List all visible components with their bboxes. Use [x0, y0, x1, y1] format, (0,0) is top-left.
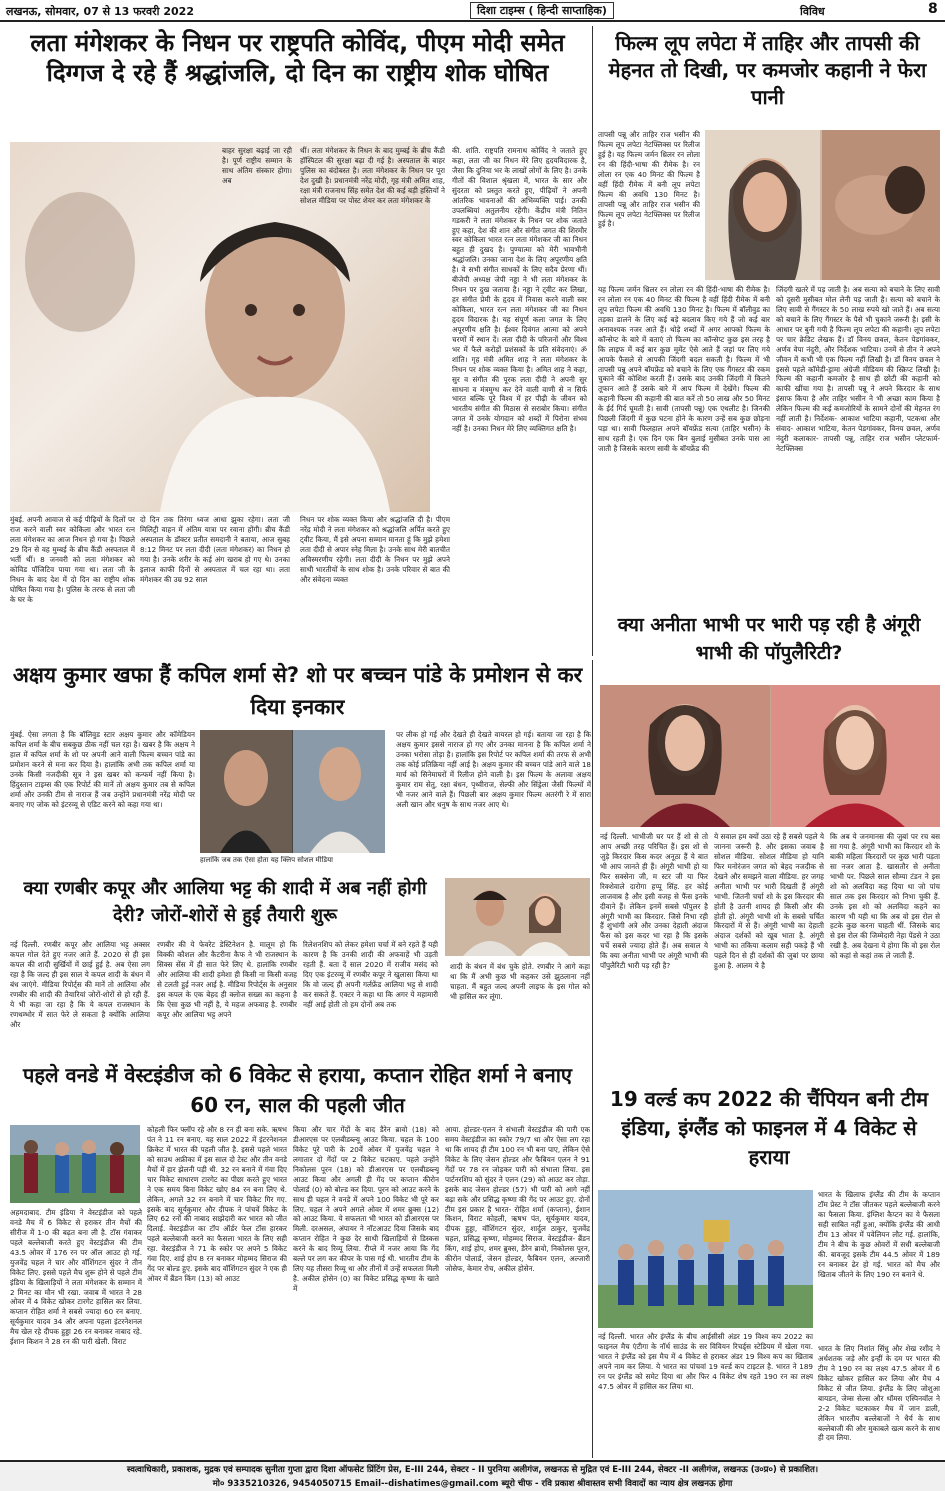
article-text: अहमदाबाद. टीम इंडिया ने वेस्टइंडीज को पहले वनडे मैच में 6 विकेट से हराकर तीन मैचों की सीरीज में 1-0 की बढ़त बना ली है. टॉस गंवाकर पहले बल्लेबाजी करते हुए वेस्टइंडीज की टीम 43.5 ओवर में 176 रन पर ऑल आउट हो गई. युजवेंद्र चहल ने चार और वॉशिंगटन सुंदर ने तीन विकेट लिए. इससे पहले मैच शुरू होने से पहले टीम इंडिया के खिलाड़ियों ने लता मंगेशकर के सम्मान में 2 मिनट का मौन भी रखा. जवाब में भारत ने 28 ओवर में 4 विकेट खोकर टारगेट हासिल कर लिया. कप्तान रोहित शर्मा ने सबसे ज्यादा 60 रन बनाए. सूर्यकुमार यादव 34 और अपना पहला इंटरनेशनल मैच खेल रहे दीपक हुड्डा 26 रन बनाकर नाबाद रहे. ईशान किशन ने 28 रन की पारी खेली. विराट	[10, 1208, 142, 1347]
article-headline: पहले वनडे में वेस्टइंडीज को 6 विकेट से हराया, कप्तान रोहित शर्मा ने बनाए 60 रन, साल की पहली जीत	[23, 1063, 572, 1117]
article-headline: लता मंगेशकर के निधन पर राष्ट्रपति कोविंद, पीएम मोदी समेत दिग्गज दे रहे हैं श्रद्धांजलि, दो दिन का राष्ट्रीय शोक घोषित	[30, 29, 565, 87]
page-number: 8	[928, 1, 938, 17]
footer-imprint: स्वत्वाधिकारी, प्रकाशक, मुद्रक एवं सम्पादक सुनीता गुप्ता द्वारा दिशा ऑफसेट प्रिंटिंग प्रेस, E-III 244, सेक्टर - II पुरनिया अलीगंज, लखनऊ से मुद्रित एवं E-III 244, सेक्टर -II अलीगंज, लखनऊ (उ०प्र०) से प्रकाशित।	[126, 1465, 819, 1475]
page-header	[0, 0, 945, 22]
article-headline: क्या अनीता भाभी पर भारी पड़ रही है अंगूरी भाभी की पॉपुलैरिटी?	[617, 614, 921, 664]
article-headline: 19 वर्ल्ड कप 2022 की चैंपियन बनी टीम इंडिया, इंग्लैंड को फाइनल में 4 विकेट से हराया	[609, 1087, 929, 1169]
column-divider	[592, 26, 593, 656]
column-divider	[592, 1080, 593, 1458]
actresses-photo	[600, 685, 940, 827]
article-text: भारत के लिए निशांत सिंधु और शेख रशीद ने अर्धशतक जड़े और इन्हीं के दम पर भारत की टीम ने 190 रन का लक्ष्य 47.5 ओवर में 6 विकेट खोकर हासिल कर लिया और मैच 4 विकेट से जीत लिया. इंग्लैंड के लिए जोशुआ बायडन, जेम्स सेल्स और थॉमस एस्पिनवॉल ने 2-2 विकेट चटकाकर मैच में जान डाली, लेकिन भारतीय बल्लेबाजों ने धैर्य के साथ बल्लेबाजी की और मुकाबले खत्म करने के साथ ही दम लिया.	[818, 1344, 940, 1443]
article-text: नई दिल्ली. भारत और इंग्लैंड के बीच आईसीसी अंडर 19 विश्व कप 2022 का फाइनल मैच एंटीगा के नॉर्थ साउंड के सर विवियन रिचर्ड्स स्टेडियम में खेला गया. भारत ने इंग्लैंड को इस मैच में 4 विकेट से हराकर अंडर 19 विश्व कप का खिताब अपने नाम कर लिया. ये भारत का पांचवां 19 वर्ल्ड कप टाइटल है. भारत ने 189 रन पर इंग्लैंड को समेट दिया था और फिर 4 विकेट शेष रहते 190 रन का लक्ष्य 47.5 ओवर में हासिल कर लिया था.	[598, 1332, 813, 1391]
article-text: तापसी पन्नू और ताहिर राज भसीन की फिल्म लूप लपेटा नेटफ्लिक्स पर रिलीज हुई है। यह फिल्म जर्मन थ्रिलर रन लोला रन की हिंदी-भाषा की रीमेक है। रन लोला रन एक 40 मिनट की फिल्म है वहीं हिंदी रीमेक में बनी लूप लपेटा फिल्म की अवधि 130 मिनट है। तापसी पन्नू और ताहिर राज भसीन की फिल्म लूप लपेटा नेटफ्लिक्स पर रिलीज हुई है।	[598, 130, 700, 229]
article-text: रिलेशनशिप को लेकर हमेशा चर्चा में बने रहते हैं यही कारण है कि उनकी शादी की अफवाहें भी उड़ती रहती हैं. बता दें साल 2020 में राजीव मसंद को दिए एक इंटरव्यू में रणबीर कपूर ने खुलासा किया था कि वो जल्द ही अपनी गर्लफ्रेंड आलिया भट्ट से शादी कर सकते हैं. एक्टर ने कहा था कि अगर ये महामारी नहीं आई होती तो हम दोनों अब तक	[303, 940, 438, 1009]
article-text: ये सवाल हम क्यों उठा रहे हैं सबसे पहले ये जानना जरूरी है. और इसका जवाब है सोशल मीडिया. सोशल मीडिया हो यानि फिर मनोरंजन जगत को बेहद नजदीक से देखने और समझने वाला मीडिया. हर जगह अनीता भाभी पर भारी दिखती हैं अंगूरी भाभी. जितनी चर्चा शो के इस किरदार की होती है उतनी शायद ही किसी और की होती हो. अंगूरी भाभी शो के सबसे चर्चित किरदारों में से हैं। अंगूरी भाभी का देहाती अंदाज दर्शकों को खूब भाता है. अंगूरी भाभी का तकिया कलाम सही पकड़े हैं भी पहले दिन से ही दर्शकों की जुबां पर छाया हुआ है. आलम ये है	[714, 832, 824, 971]
article-text: दो दिन तक तिरंगा ध्वज आधा झुका रहेगा। लता जी मिलिट्री वाहन में अंतिम यात्रा पर रवाना होंगी। ब्रीच कैंडी अस्पताल के डॉक्टर प्रतीत समदानी ने बताया, आज सुबह 8:12 मिनट पर लता दीदी (लता मंगेशकर) का निधन हो गया है। उनके शरीर के कई अंग खराब हो गए थे। उनका इलाज काफी दिनों से अस्पताल में चल रहा था। लता मंगेशकर की उम्र 92 साल	[140, 515, 290, 584]
article-text: नई दिल्ली. भाभीजी घर पर हैं शो से तो आप अच्छी तरह परिचित हैं। इस शो से जुड़े किरदार किस कदर अनूठा हैं ये बात भी आप जानते ही हैं। अंगूरी भाभी हो या फिर सक्सेना जी, म स्टर जी या फिर रिक्शेवाले दारोगा हप्पू सिंह. हर कोई लाजवाब है और इसी वजह से फैंस इनके दीवाने हैं। लेकिन इनमें सबसे पॉपुलर है अंगूरी भाभी का किरदार. जिसे निभा रही हैं शुभांगी अत्रे और उनका देहाती अंदाज फैंस को इस कदर भा रहा है कि इसके चर्चे सबसे ज्यादा होते हैं। अब सवाल ये कि क्या अनीता भाभी पर अंगूरी भाभी की पॉपुलैरिटी भारी पड़ रही है?	[600, 832, 708, 971]
article-text: रणबीर की ये फेवरेट डेस्टिनेशन है. मालूम हो कि विक्की कौशल और कैटरीना कैफ ने भी राजस्थान के सिक्स सेंस में ही सात फेरे लिए थे. हालांकि रणबीर और आलिया की शादी हमेशा ही किसी ना किसी वजह से टलती हुई नजर आई है. मीडिया रिपोर्ट्स के अनुसार इस कपल के एक बेहद ही क्लोज सख्स का कहना है कि ऐसा कुछ भी नहीं है, ये महज अफवाह है. रणबीर कपूर और आलिया भट्ट अपने	[157, 940, 297, 1019]
article-text: किया और चार गेंदों के बाद डैरेन ब्रावो (18) को डीआरएस पर एलबीडब्ल्यू आउट किया. चहल के 100 विकेट पूरे पारी के 20वें ओवर में युजवेंद्र चहल ने लगातार दो गेंदों पर 2 विकेट चटकाए. पहले उन्होंने निकोलस पूरन (18) को डीआरएस पर एलबीडब्ल्यू आउट किया और अगली ही गेंद पर कप्तान कीरोन पोलार्ड (0) को बोल्ड कर दिया. पूरन को आउट करने के साथ ही चहल ने वनडे में अपने 100 विकेट भी पूरे कर लिए. चहल ने अपने अगले ओवर में शमर ब्रुक्स (12) को आउट किया. ये सफलता भी भारत को डीआरएस पर मिली. दरअसल, अंपायर ने नॉटआउट दिया जिसके बाद कप्तान रोहित ने कुछ देर साथी खिलाड़ियों से डिस्कस करने के बाद रिव्यू लिया. रीप्ले में नजर आया कि गेंद बल्ले पर लग कर कीपर के पास गई थी. भारतीय टीम के लिए यह तीसरा रिव्यू था और तीनों में उन्हें सफलता मिली है. अकील होसेन (0) का विकेट प्रसिद्ध कृष्णा के खाते में	[293, 1125, 439, 1293]
article-text: मुंबई. अपनी आवाज से कई पीढ़ियों के दिलों पर राज करने वाली स्वर कोकिला और भारत रत्न लता मंगेशकर का आज निधन हो गया है। पिछले 29 दिन से वह मुम्बई के ब्रीच कैंडी अस्पताल में भर्ती थीं। 8 जनवरी को लता मंगेशकर को कोविड पॉजिटिव पाया गया था। लता जी के निधन के बाद देश में दो दिन का राष्ट्रीय शोक घोषित किया गया है। पुलिस के तरफ से लता जी के घर के	[10, 515, 135, 604]
film-stills-photo	[705, 130, 940, 280]
article-text: जिंदगी खतरे में पड़ जाती है। अब सत्या को बचाने के लिए सावी को दूसरी मुसीबत मोल लेनी पड़ जाती है। सत्या को बचाने के लिए सावी से गैंगस्टर के 50 लाख रुपये खो जाते हैं। अब सत्या को बचाने के लिए गैंगस्टर के पैसे भी चुकाने जरूरी है। इसी के आधार पर बुनी गयी है फिल्म लूप लपेटा की कहानी। लूप लपेटा पर चार क्रेडिट लेखक हैं। डॉ विनय छवल, केतन पेडगांवकर, अर्णव वेपा नंदुरी, और निर्देशक भाटिया। उनमें से तीन ने अपने जीवन में कभी भी एक फिल्म नहीं लिखी है। डॉ विनय छवल ने इससे पहले कॉमेडी-ड्रामा अंग्रेजी मीडियम की स्क्रिप्ट लिखी है। फिल्म की कहानी कमजोर है साथ ही छोटी की कहानी को काफी खींचा गया है। तापसी पन्नू ने अपने किरदार के साथ इंसाफ किया है और ताहिर भसीन ने भी अच्छा काम किया है लेकिन फिल्म की कई कमजोरियों के सामने दोनों की मेहनत रंग नहीं लाती है। निर्देशक- आकाश भाटिया कहानी, पटकथा और संवाद- आकाश भाटिया, केतन पेडगांवकर, विनय छवल, अर्णव नंदुरी कलाकार- तापसी पन्नू, ताहिर राज भसीन प्लेटफार्म- नेटफ्लिक्स	[776, 285, 940, 453]
article-text: थीं। लता मंगेशकर के निधन के बाद मुम्बई के ब्रीच कैंडी हॉस्पिटल की सुरक्षा बढ़ा दी गई है। अस्पताल के बाहर पुलिस का बंदोबस्त है। लता मंगेशकर के निधन पर पूरा देश दुखी है। प्रधानमंत्री नरेंद्र मोदी, गृह मंत्री अमित शाह, रक्षा मंत्री राजनाथ सिंह समेत देश की कई बड़ी हस्तियों ने सोशल मीडिया पर पोस्ट शेयर कर लता मंगेशकर के	[300, 146, 445, 205]
article-text: निधन पर शोक व्यक्त किया और श्रद्धांजलि दी है। पीएम नरेंद्र मोदी ने लता मंगेशकर को श्रद्धांजलि अर्पित करते हुए ट्वीट किया, मैं इसे अपना सम्मान मानता हूं कि मुझे हमेशा लता दीदी से अपार स्नेह मिला है। उनके साथ मेरी बातचीत अविस्मरणीय रहेगी। लता दीदी के निधन पर मुझे अपने साथी भारतीयों के साथ शोक है। उनके परिवार से बात की और संवेदना व्यक्त	[300, 515, 450, 584]
article-text: मुंबई. ऐसा लगता है कि बॉलिवुड स्टार अक्षय कुमार और कॉमेडियन कपिल शर्मा के बीच सबकुछ ठीक नहीं चल रहा है। खबर है कि अक्षय ने हाल में कपिल शर्मा के शो पर अपनी आने वाली फिल्म बच्चन पांडे का प्रमोशन करने से मना कर दिया है। हालांकि अभी तक कपिल शर्मा या उनके किसी नजदीकी सूत्र ने इस खबर को कन्फर्म नहीं किया है। हिंदुस्तान टाइम्स की एक रिपोर्ट की मानें तो अक्षय कुमार तब से कपिल शर्मा और उनकी टीम से नाराज हैं जब उन्होंने प्रधानमंत्री नरेंद्र मोदी पर बनाए गए जोक को इंटरव्यू से एडिट करने को कहा गया था।	[10, 730, 195, 809]
article-headline: अक्षय कुमार खफा हैं कपिल शर्मा से? शो पर बच्चन पांडे के प्रमोशन से कर दिया इनकार	[12, 663, 583, 719]
akshay-kapil-photo	[200, 730, 385, 853]
article-text: कोहली फिर फ्लॉप रहे और 8 रन ही बना सके. ऋषभ पंत ने 11 रन बनाए. यह साल 2022 में इंटरनेशनल क्रिकेट में भारत की पहली जीत है. इससे पहले भारत को साउथ अफ्रीका में इस साल दो टेस्ट और तीन वनडे मैचों में हार झेलनी पड़ी थी. 32 रन बनाने में गंवा दिए चार विकेट साधारण टारगेट का पीछा करते हुए भारत ने एक समय बिना विकेट खोए 84 रन बना लिए थे. लेकिन, अगले 32 रन बनाने में चार विकेट गिर गए. इसके बाद सूर्यकुमार और दीपक ने पांचवें विकेट के लिए 62 रनों की नाबाद साझेदारी कर भारत को जीत दिलाई. वेस्टइंडीज का टॉप ऑर्डर फेल टॉस हारकर पहले बल्लेबाजी करने का फैसला भारत के लिए सही रहा. वेस्टइंडीज ने 71 के स्कोर पर अपने 5 विकेट गंवा दिए. शाई होप 8 रन बनाकर मोहम्मद सिराज की गेंद पर बोल्ड हुए. इसके बाद वॉशिंगटन सुंदर ने एक ही ओवर में ब्रैंडन किंग (13) को आउट	[147, 1125, 287, 1284]
article-text: शादी के बंधन में बंध चुके होते. रणबीर ने आगे कहा था कि मैं अभी कुछ भी कहकर उसे झुठलाना नहीं चाहता. मैं बहुत जल्द अपनी लाइफ के इस गोल को भी हासिल कर लूंगा.	[450, 962, 590, 1001]
section-name: विविध	[800, 5, 825, 18]
article-text: पर लीक हो गई और देखते ही देखते वायरल हो गई। बताया जा रहा है कि अक्षय कुमार इससे नाराज हो गए और उनका मानना है कि कपिल शर्मा ने उनका भरोसा तोड़ा है। हालांकि इस रिपोर्ट पर कपिल शर्मा की तरफ से अभी तक कोई प्रतिक्रिया नहीं आई है। अक्षय कुमार की बच्चन पांडे आने वाले 18 मार्च को सिनेमाघरों में रिलीज होने वाली है। इस फिल्म के अलावा अक्षय कुमार राम सेतु, रक्षा बंधन, पृथ्वीराज, सेल्फी और सिंड्रेला जैसी फिल्मों में भी नजर आने वाले हैं। पिछली बार अक्षय कुमार फिल्म अतरंगी रे में सारा अली खान और धनुष के साथ नजर आए थे।	[396, 730, 591, 809]
article-headline: क्या रणबीर कपूर और आलिया भट्ट की शादी में अब नहीं होगी देरी? जोरों-शोरों से हुई तैयारी शुरू	[23, 878, 427, 926]
article-text: बाहर सुरक्षा बढ़ाई जा रही है। पूर्ण राष्ट्रीय सम्मान के साथ अंतिम संस्कार होगा। अब	[222, 146, 292, 185]
article-text: यह फिल्म जर्मन थ्रिलर रन लोला रन की हिंदी-भाषा की रीमेक है। रन लोला रन एक 40 मिनट की फिल्म है वहीं हिंदी रीमेक में बनी लूप लपेटा फिल्म की अवधि 130 मिनट है। फिल्म में बॉलीवुड का तड़का डालने के लिए कई बड़े बदलाव किए गये हैं जो कई बार अनावश्यक नजर आते हैं। थोड़े शब्दों में अगर आपको फिल्म के कॉन्सेप्ट के बारे में बताएं तो फिल्म का कॉन्सेप्ट कुछ इस तरह है कि लाइफ में कई बार कुछ मूमेंट ऐसे आते हैं जहां पर लिए गये आपके फैसले से आपकी जिंदगी बदल सकती है। फिल्म में भी तापसी पन्नू अपने बॉयफ्रेंड को बचाने के लिए एक गैंगस्टर की रकम चुकाने की कोशिश करती हैं। उसके बाद उनकी जिंदगी में कितने तूफान आते हैं उसके बारे में आप फिल्म में देखेंगे। फिल्म की कहानी फिल्म की कहानी की बात करें तो 50 लाख और 50 मिनट के ईर्द गिर्द घूमती है। सावी (तापसी पन्नू) एक एथलीट है। जिनकी पिछली जिंदगी में कुछ घटना होने के कारण उन्हें सब कुछ छोड़ना पड़ा था। सावी फिलहाल अपने बॉयफ्रेंड सत्या (ताहिर भसीन) के साथ रहती है। एक दिन एक बिन बुलाई मुसीबत उनके पास आ जाती है जिसके कारण सावी के बॉयफ्रेंड की	[598, 285, 770, 453]
ranbir-alia-photo	[445, 878, 590, 956]
cricket-match-photo	[10, 1125, 140, 1203]
article-text: की. शांति. राष्ट्रपति रामनाथ कोविंद ने जताते हुए कहा, लता जी का निधन मेरे लिए हृदयविदारक है, जैसा कि दुनिया भर के लाखों लोगों के लिए है। उनके गीतों की विशाल श्रृंखला में, भारत के सार और सुंदरता को प्रस्तुत करते हुए, पीढ़ियों ने अपनी आंतरिक भावनाओं की अभिव्यक्ति पाई। उनकी उपलब्धियां अतुलनीय रहेंगी। केंद्रीय मंत्री नितिन गडकरी ने लता मंगेशकर के निधन पर शोक जताते हुए कहा, देश की शान और संगीत जगत की शिरमौर स्वर कोकिला भारत रत्न लता मंगेशकर जी का निधन बहुत ही दुखद है। पुण्यात्मा को मेरी भावभीनी श्रद्धांजलि। उनका जाना देश के लिए अपूरणीय क्षति है। वे सभी संगीत साधकों के लिए सदैव प्रेरणा थीं। बीजेपी अध्यक्ष जेपी नड्डा ने भी लता मंगेशकर के निधन पर दुख जताया है। नड्डा ने ट्वीट कर लिखा, हर संगीत प्रेमी के हृदय में निवास करने वाली स्वर कोकिला, भारत रत्न लता मंगेशकर जी का निधन हृदय विदारक है। यह संपूर्ण कला जगत के लिए अपूरणीय क्षति है। ईश्वर दिवंगत आत्मा को अपने चरणों में स्थान दें। लता दीदी के परिजनों और विश्व भर में फैले करोड़ों प्रशंसकों के प्रति संवेदनाएं। ॐ शांति। गृह मंत्री अमित शाह ने लता मंगेशकर के निधन पर शोक व्यक्त किया है। अमित शाह ने कहा, सुर व संगीत की पूरक लता दीदी ने अपनी सुर साधना व मंत्रमुग्ध कर देने वाली वाणी से न सिर्फ भारत बल्कि पूरे विश्व में हर पीढ़ी के जीवन को भारतीय संगीत की मिठास से सराबोर किया। संगीत जगत में उनके योगदान को शब्दों में पिरोना संभव नहीं है। उनका निधन मेरे लिए व्यक्तिगत क्षति है।	[452, 146, 587, 434]
article-headline: फिल्म लूप लपेटा में ताहिर और तापसी की मेहनत तो दिखी, पर कमजोर कहानी ने फेरा पानी	[608, 31, 927, 109]
article-text: आया. होल्डर-एलन ने संभाली वेस्टइंडीज की पारी एक समय वेस्टइंडीज का स्कोर 79/7 था और ऐसा लग रहा था कि शायद ही टीम 100 रन भी बना पाए, लेकिन ऐसे विकेट के लिए जेसन होल्डर और फैबियन एलन ने 91 गेंदों पर 78 रन जोड़कर पारी को संभाला लिया. इस पार्टनरशिप को सुंदर ने एलन (29) को आउट कर तोड़ा. इसके बाद जेसन होल्डर (57) भी पारी को आगे नहीं बढ़ा सके और प्रसिद्ध कृष्णा की गेंद पर आउट हुए. दोनों टीम इस प्रकार है भारत- रोहित शर्मा (कप्तान), ईशान किशन, विराट कोहली, ऋषभ पंत, सूर्यकुमार यादव, दीपक हुड्डा, वॉशिंगटन सुंदर, शार्दुल ठाकुर, युजवेंद्र चहल, प्रसिद्ध कृष्णा, मोहम्मद सिराज. वेस्टइंडीज- ब्रैंडन किंग, शाई होप, शमर ब्रुक्स, डैरेन ब्रावो, निकोलस पूरन, कीरोन पोलार्ड, जेसन होल्डर, फैबियन एलन, अल्जारी जोसेफ, केमार रोच, अकील होसेन.	[445, 1125, 590, 1274]
u19-team-photo	[598, 1190, 813, 1328]
paper-name: दिशा टाइम्स ( हिन्दी साप्ताहिक)	[470, 2, 614, 19]
article-text: भारत के खिलाफ इंग्लैंड की टीम के कप्तान टॉम प्रेस्ट ने टॉस जीतकर पहले बल्लेबाजी करने का फैसला किया. इंग्लिश कैप्टन का ये फैसला सही साबित नहीं हुआ, क्योंकि इंग्लैंड की आधी टीम 13 ओवर में पवेलियन लौट गई. हालांकि, टीम ने बीच के कुछ ओवरों में सधी बल्लेबाजी की. बावजूद इसके टीम 44.5 ओवर में 189 रन बनाकर ढेर हो गई. भारत को मैच और खिताब जीतने के लिए 190 रन बनाने थे.	[818, 1190, 940, 1279]
date-line: लखनऊ, सोमवार, 07 से 13 फरवरी 2022	[6, 5, 194, 18]
photo-caption: हालांकि जब तक ऐसा होता यह क्लिप सोशल मीडिया	[200, 856, 333, 864]
article-text: नई दिल्ली. रणबीर कपूर और आलिया भट्ट अक्सर कपल गोल देते हुए नजर आते हैं. 2020 से ही इस कपल की शादी सुर्खियों में छाई हुई है. अब ऐसा लग रहा है कि जल्द ही इस साल ये कपल शादी के बंधन में बंध जाएंगे. मीडिया रिपोर्ट्स की मानें तो आलिया और रणबीर की शादी की तैयारियां जोरों-शोरों से हो रही हैं. ये भी कहा जा रहा है कि ये कपल राजस्थान के रणथम्भोर में सात फेरे ले सकता है क्योंकि आलिया और	[10, 940, 150, 1029]
footer-contact: मो० 9335210326, 9454050715 Email--dishatimes@gmail.com ब्यूरो चीफ - रवि प्रकाश श्रीवास्तव सभी विवादों का न्याय क्षेत्र लखनऊ होगा	[212, 1479, 733, 1489]
page-footer	[0, 1460, 945, 1491]
column-divider	[592, 660, 593, 1080]
article-text: कि अब ये जनमानस की जुबां पर रच बस सा गया है. अंगूरी भाभी का किरदार शो के बाकी महिला किरदारों पर कुछ भारी पड़ता सा नजर आता है. खासतौर से अनीता भाभी पर. पिछले साल सौम्या टंडन ने इस शो को अलविदा कह दिया था जो पांच साल तक इस किरदार को निभा चुकी हैं. उनके इस शो को अलविदा कहने का कारण भी यही था कि अब वो इस रोल से हटके कुछ करना चाहती थीं. जिसके बाद से इस रोल की जिम्मेदारी नेहा पेंडसे ने उठा रखी है. अब देखना ये होगा कि वो इस रोल को कहां से कहां तक ले जाती हैं.	[830, 832, 940, 961]
